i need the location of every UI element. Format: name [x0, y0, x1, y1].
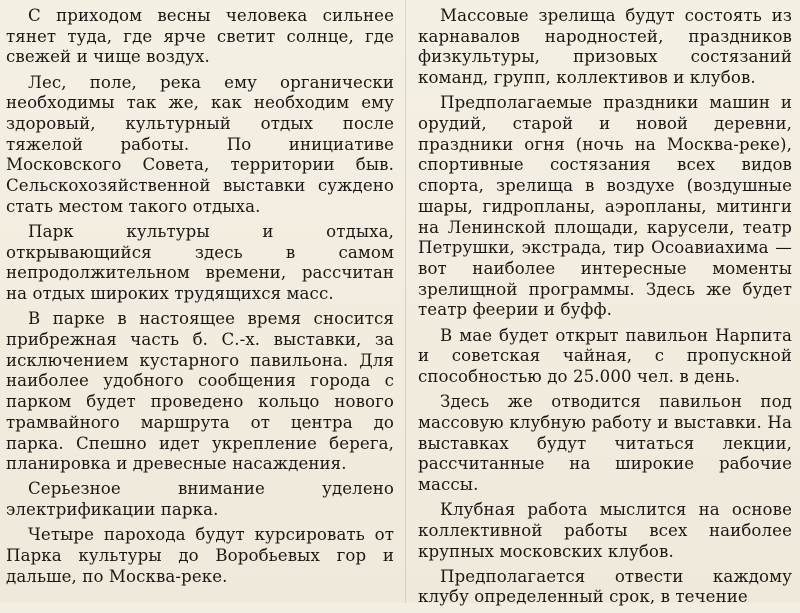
article-column-left	[6, 6, 394, 592]
paragraph: Предполагается отвести каждому клубу определенный срок, в течение	[418, 566, 792, 607]
paragraph: С приходом весны человека сильнее тянет туда, где ярче светит солнце, где свежей и чище воздух.	[6, 6, 394, 67]
paragraph: Серьезное внимание уделено электрификации парка.	[6, 479, 394, 520]
paragraph: Клубная работа мыслится на основе коллективной работы всех наиболее крупных московских клубов.	[418, 500, 792, 561]
paragraph: Четыре парохода будут курсировать от Парка культуры до Воробьевых гор и дальше, по Москва-реке.	[6, 525, 394, 586]
paragraph: Массовые зрелища будут состоять из карнавалов народностей, праздников физкультуры, призовых состязаний команд, групп, коллективов и клубов.	[418, 6, 792, 88]
column-divider	[405, 0, 406, 603]
paragraph: Парк культуры и отдыха, открывающийся здесь в самом непродолжительном времени, рассчитан на отдых широких трудящихся масс.	[6, 222, 394, 304]
article-column-right	[418, 6, 792, 613]
paragraph: Здесь же отводится павильон под массовую клубную работу и выставки. На выставках будут читаться лекции, рассчитанные на широкие рабочие массы.	[418, 392, 792, 494]
paragraph: Предполагаемые праздники машин и орудий, старой и новой деревни, праздники огня (ночь на Москва-реке), спортивные состязания всех видов спорта, зрелища в воздухе (воздушные шары, гидропланы, аэропланы, митинги на Ленинской площади, карусели, театр Петрушки, экстрада, тир Осоавиахима — вот наиболее интересные моменты зрелищной программы. Здесь же будет театр феерии и буфф.	[418, 93, 792, 320]
paragraph: Лес, поле, река ему органически необходимы так же, как необходим ему здоровый, культурный отдых после тяжелой работы. По инициативе Московского Совета, территории быв. Сельскохозяйственной выставки суждено стать местом такого отдыха.	[6, 72, 394, 216]
paragraph: В парке в настоящее время сносится прибрежная часть б. С.-х. выставки, за исключением кустарного павильона. Для наиболее удобного сообщения города с парком будет проведено кольцо нового трамвайного маршрута от центра до парка. Спешно идет укрепление берега, планировка и древесные насаждения.	[6, 309, 394, 474]
paragraph: В мае будет открыт павильон Нарпита и советская чайная, с пропускной способностью до 25.000 чел. в день.	[418, 325, 792, 386]
